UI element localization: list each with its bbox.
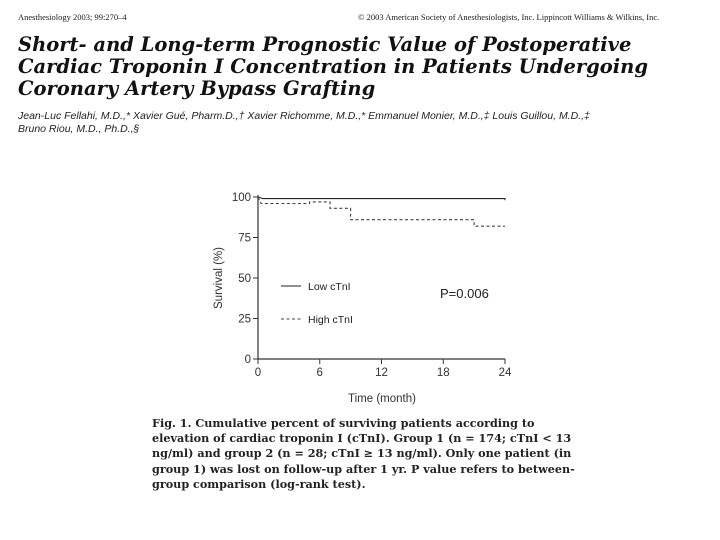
x-tick-label: 18	[436, 367, 450, 379]
series-line-2	[258, 197, 505, 226]
figure-caption-text: Cumulative percent of surviving patients according to elevation of cardiac troponin I (cTnI). Group 1 (n = 174; cTnI < 13 ng/ml) and group 2 (n = 28; cTnI ≥ 13 ng/ml). Only one patient (in group 1) was lost on follow-up after 1 yr. P value refers to between-group comparison (log-rank test).	[152, 416, 575, 491]
p-value-annotation: P=0.006	[440, 286, 489, 301]
series-line-1	[258, 197, 505, 200]
authors-line-1: Jean-Luc Fellahi, M.D.,* Xavier Gué, Pharm.D.,† Xavier Richomme, M.D.,* Emmanuel Monier, M.D.,‡ Louis Guillou, M.D.,‡	[18, 110, 590, 122]
x-tick-label: 24	[498, 367, 512, 379]
figure-caption-label: Fig. 1.	[152, 416, 192, 430]
y-tick-label: 75	[238, 232, 251, 245]
x-tick-label: 0	[254, 367, 262, 379]
y-tick-label: 0	[244, 354, 251, 366]
chart-legend	[281, 281, 353, 326]
x-tick-label: 6	[316, 367, 323, 379]
copyright-notice: © 2003 American Society of Anesthesiologists, Inc. Lippincott Williams & Wilkins, Inc.	[358, 12, 660, 22]
legend-label-1: Low cTnI	[308, 281, 351, 293]
authors-line-2: Bruno Riou, M.D., Ph.D.,§	[18, 123, 140, 135]
x-tick-label: 12	[375, 367, 388, 379]
y-tick-label: 50	[238, 273, 251, 285]
title-line-1: Short- and Long-term Prognostic Value of Postoperative	[18, 33, 632, 56]
x-axis-label: Time (month)	[348, 393, 416, 405]
journal-citation: Anesthesiology 2003; 99:270–4	[18, 12, 127, 22]
chart-curves	[258, 197, 505, 226]
legend-label-2: High cTnI	[308, 314, 353, 326]
y-axis-label: Survival (%)	[213, 247, 225, 309]
y-tick-label: 25	[238, 313, 251, 326]
figure-caption	[152, 416, 577, 492]
y-tick-label: 100	[231, 192, 251, 204]
title-line-3: Coronary Artery Bypass Grafting	[18, 77, 376, 100]
title-line-2: Cardiac Troponin I Concentration in Patients Undergoing	[18, 55, 648, 78]
